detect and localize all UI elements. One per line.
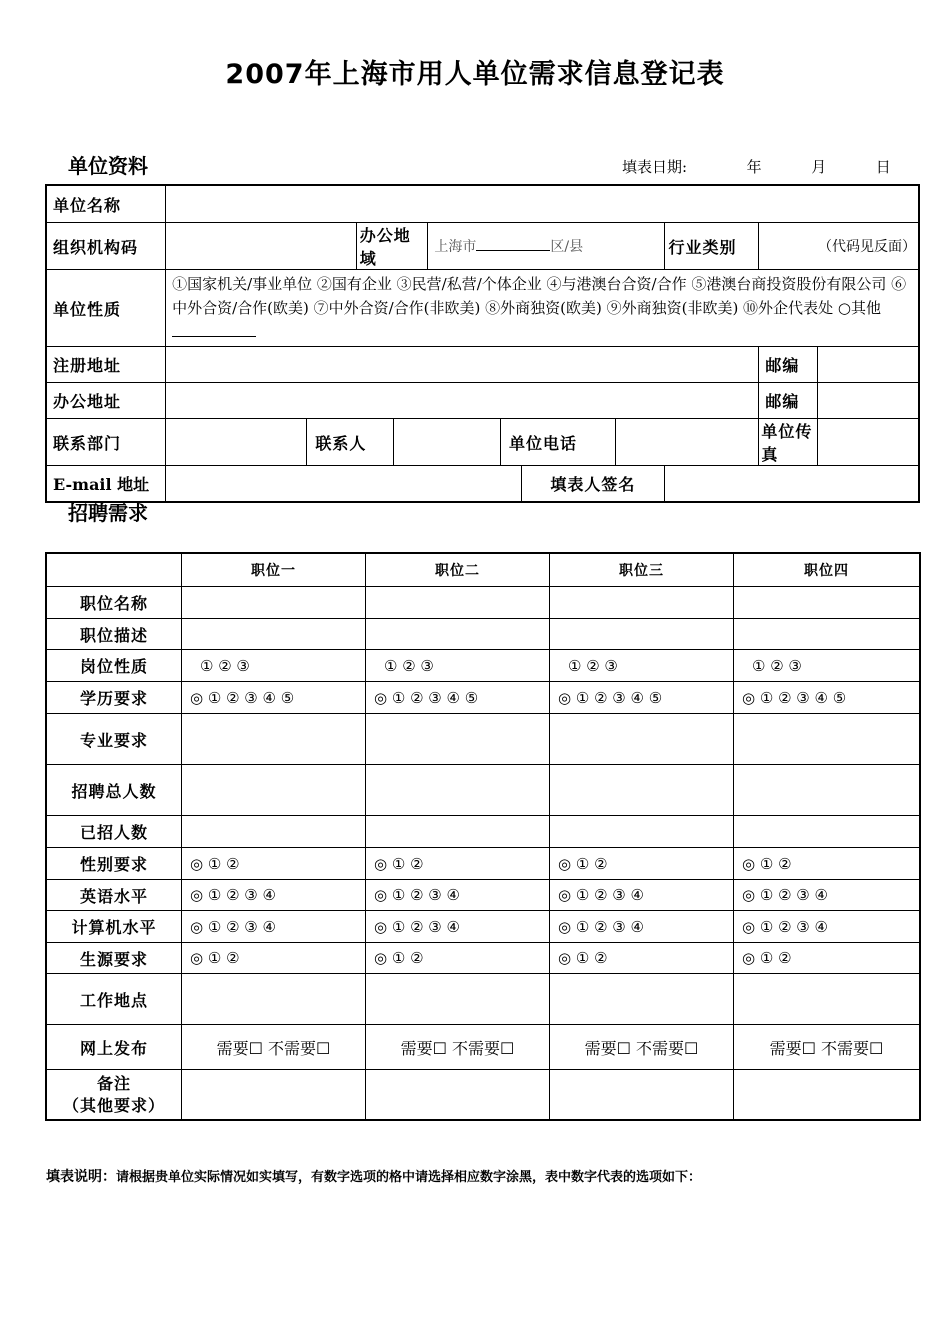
job-cell[interactable]: [550, 619, 734, 650]
remark-label-main: 备注: [96, 1073, 131, 1093]
remark-cell[interactable]: [550, 1070, 734, 1120]
job-cell[interactable]: ◎ ① ②: [734, 943, 920, 974]
remark-cell[interactable]: [366, 1070, 550, 1120]
dept-field[interactable]: [166, 419, 307, 466]
job-cell[interactable]: ◎ ① ② ③ ④: [734, 880, 920, 911]
reg-address-label: 注册地址: [47, 347, 166, 383]
job-cell[interactable]: [182, 619, 366, 650]
job-cell[interactable]: [734, 587, 920, 619]
job-cell[interactable]: ◎ ① ② ③ ④ ⑤: [550, 682, 734, 714]
org-code-label: 组织机构码: [47, 223, 166, 270]
job-cell[interactable]: ◎ ① ②: [734, 848, 920, 880]
job-cell[interactable]: [366, 714, 550, 765]
job-cell[interactable]: [734, 714, 920, 765]
job-cell[interactable]: ◎ ① ②: [366, 943, 550, 974]
job-cell[interactable]: ◎ ① ②: [550, 943, 734, 974]
job-row: [47, 714, 920, 765]
signer-label: 填表人签名: [522, 466, 664, 502]
fill-date-month: 月: [811, 158, 827, 176]
job-cell[interactable]: [366, 587, 550, 619]
job-cell[interactable]: [550, 765, 734, 816]
office-address-field[interactable]: [166, 383, 759, 419]
unit-nature-text: ①国家机关/事业单位 ②国有企业 ③民营/私营/个体企业 ④与港澳台合资/合作 ⑤港澳台商投资股份有限公司 ⑥中外合资/合作(欧美) ⑦中外合资/合作(非欧美) ⑧外商独资(欧美) ⑨外商独资(非欧美) ⑩外企代表处: [172, 275, 907, 317]
job-cell[interactable]: ◎ ① ② ③ ④: [182, 880, 366, 911]
job-cell[interactable]: [182, 587, 366, 619]
fill-date-label: 填表日期:: [622, 158, 688, 176]
reg-address-field[interactable]: [166, 347, 759, 383]
job-row-label: 计算机水平: [47, 911, 182, 943]
job-row-label: 性别要求: [47, 848, 182, 880]
industry-field[interactable]: [759, 223, 919, 270]
fill-date-year: 年: [746, 158, 762, 176]
unit-nature-label: 单位性质: [47, 270, 166, 347]
office-area-label: 办公地域: [356, 223, 428, 270]
job-cell[interactable]: ◎ ① ② ③ ④ ⑤: [734, 682, 920, 714]
fill-instructions-label: 填表说明：: [46, 1169, 116, 1185]
job-cell[interactable]: ◎ ① ② ③ ④ ⑤: [182, 682, 366, 714]
fill-instructions: [46, 1166, 701, 1186]
job-cell[interactable]: ◎ ① ②: [182, 848, 366, 880]
job-row-label: 岗位性质: [47, 650, 182, 682]
job-row: [47, 943, 920, 974]
job-row-label: 职位名称: [47, 587, 182, 619]
office-area-field[interactable]: [428, 223, 664, 270]
job-cell[interactable]: ◎ ① ② ③ ④: [366, 911, 550, 943]
job-row: [47, 765, 920, 816]
publish-cell[interactable]: 需要☐ 不需要☐: [734, 1025, 920, 1070]
job-cell[interactable]: [366, 816, 550, 848]
remark-cell[interactable]: [182, 1070, 366, 1120]
industry-label: 行业类别: [664, 223, 759, 270]
col-header-3: 职位三: [550, 554, 734, 587]
unit-name-label: 单位名称: [47, 186, 166, 223]
job-rows: [47, 587, 920, 1025]
job-cell[interactable]: ◎ ① ②: [366, 848, 550, 880]
fill-date: [622, 156, 891, 177]
office-postcode-label: 邮编: [759, 383, 818, 419]
job-cell[interactable]: ◎ ① ② ③ ④: [550, 911, 734, 943]
section-recruit: 招聘需求: [68, 501, 148, 525]
publish-cell[interactable]: 需要☐ 不需要☐: [182, 1025, 366, 1070]
corner-cell: [47, 554, 182, 587]
signer-field[interactable]: [664, 466, 918, 502]
col-header-1: 职位一: [182, 554, 366, 587]
job-row-label: 专业要求: [47, 714, 182, 765]
publish-cell[interactable]: 需要☐ 不需要☐: [550, 1025, 734, 1070]
contact-label: 联系人: [307, 419, 394, 466]
job-cell[interactable]: [182, 816, 366, 848]
phone-label: 单位电话: [501, 419, 616, 466]
publish-cell[interactable]: 需要☐ 不需要☐: [366, 1025, 550, 1070]
unit-info-table: [46, 185, 919, 502]
job-cell[interactable]: ① ② ③: [550, 650, 734, 682]
job-row-label: 生源要求: [47, 943, 182, 974]
job-cell[interactable]: ① ② ③: [366, 650, 550, 682]
job-cell[interactable]: ◎ ① ②: [550, 848, 734, 880]
office-postcode-field[interactable]: [817, 383, 918, 419]
job-cell[interactable]: ◎ ① ② ③ ④: [182, 911, 366, 943]
job-cell[interactable]: [182, 765, 366, 816]
reg-postcode-label: 邮编: [759, 347, 818, 383]
job-row: [47, 619, 920, 650]
job-cell[interactable]: ◎ ① ②: [182, 943, 366, 974]
reg-postcode-field[interactable]: [817, 347, 918, 383]
remark-cell[interactable]: [734, 1070, 920, 1120]
job-cell[interactable]: ◎ ① ② ③ ④ ⑤: [366, 682, 550, 714]
section-unit-info: 单位资料: [68, 154, 148, 178]
job-cell[interactable]: ① ② ③: [734, 650, 920, 682]
job-row: [47, 848, 920, 880]
col-header-2: 职位二: [366, 554, 550, 587]
job-cell[interactable]: [550, 714, 734, 765]
job-cell[interactable]: ◎ ① ② ③ ④: [550, 880, 734, 911]
job-cell[interactable]: [366, 974, 550, 1025]
remark-label-sub: （其他要求）: [62, 1095, 165, 1115]
email-field[interactable]: [166, 466, 522, 502]
office-area-suffix: 区/县: [550, 239, 584, 255]
job-row: [47, 587, 920, 619]
job-row-label: 英语水平: [47, 880, 182, 911]
email-label: E-mail 地址: [47, 466, 166, 502]
job-cell[interactable]: ◎ ① ② ③ ④: [734, 911, 920, 943]
job-cell[interactable]: [734, 974, 920, 1025]
industry-hint: （代码见反面）: [818, 239, 916, 255]
job-row-label: 学历要求: [47, 682, 182, 714]
phone-field[interactable]: [616, 419, 759, 466]
dept-label: 联系部门: [47, 419, 166, 466]
page-title: 2007年上海市用人单位需求信息登记表: [225, 59, 725, 90]
job-row-label: 工作地点: [47, 974, 182, 1025]
job-cell[interactable]: [182, 974, 366, 1025]
job-row-label: 职位描述: [47, 619, 182, 650]
col-header-4: 职位四: [734, 554, 920, 587]
job-cell[interactable]: [734, 765, 920, 816]
fill-instructions-text: 请根据贵单位实际情况如实填写，有数字选项的格中请选择相应数字涂黑，表中数字代表的选项如下：: [116, 1170, 702, 1185]
job-row-label: 已招人数: [47, 816, 182, 848]
job-cell[interactable]: ① ② ③: [182, 650, 366, 682]
office-address-label: 办公地址: [47, 383, 166, 419]
job-row: [47, 911, 920, 943]
job-row-label: 招聘总人数: [47, 765, 182, 816]
job-cell[interactable]: [182, 714, 366, 765]
job-cell[interactable]: [366, 765, 550, 816]
job-cell[interactable]: [734, 816, 920, 848]
unit-nature-other: ○其他: [837, 299, 881, 317]
fill-date-day: 日: [875, 158, 891, 176]
fax-label: 单位传真: [759, 419, 818, 466]
job-row: [47, 682, 920, 714]
job-row: [47, 816, 920, 848]
job-cell[interactable]: ◎ ① ② ③ ④: [366, 880, 550, 911]
job-row: [47, 880, 920, 911]
unit-nature-options[interactable]: [166, 270, 919, 347]
job-cell[interactable]: [366, 619, 550, 650]
recruit-table: [46, 553, 920, 1120]
job-row: [47, 974, 920, 1025]
unit-name-field[interactable]: [166, 186, 919, 223]
office-area-prefix: 上海市: [434, 239, 477, 255]
contact-field[interactable]: [394, 419, 501, 466]
job-cell[interactable]: [734, 619, 920, 650]
job-cell[interactable]: [550, 816, 734, 848]
job-row: [47, 650, 920, 682]
publish-label: 网上发布: [47, 1025, 182, 1070]
fax-field[interactable]: [817, 419, 918, 466]
job-cell[interactable]: [550, 587, 734, 619]
org-code-field[interactable]: [166, 223, 357, 270]
job-cell[interactable]: [550, 974, 734, 1025]
remark-label: [47, 1070, 182, 1120]
